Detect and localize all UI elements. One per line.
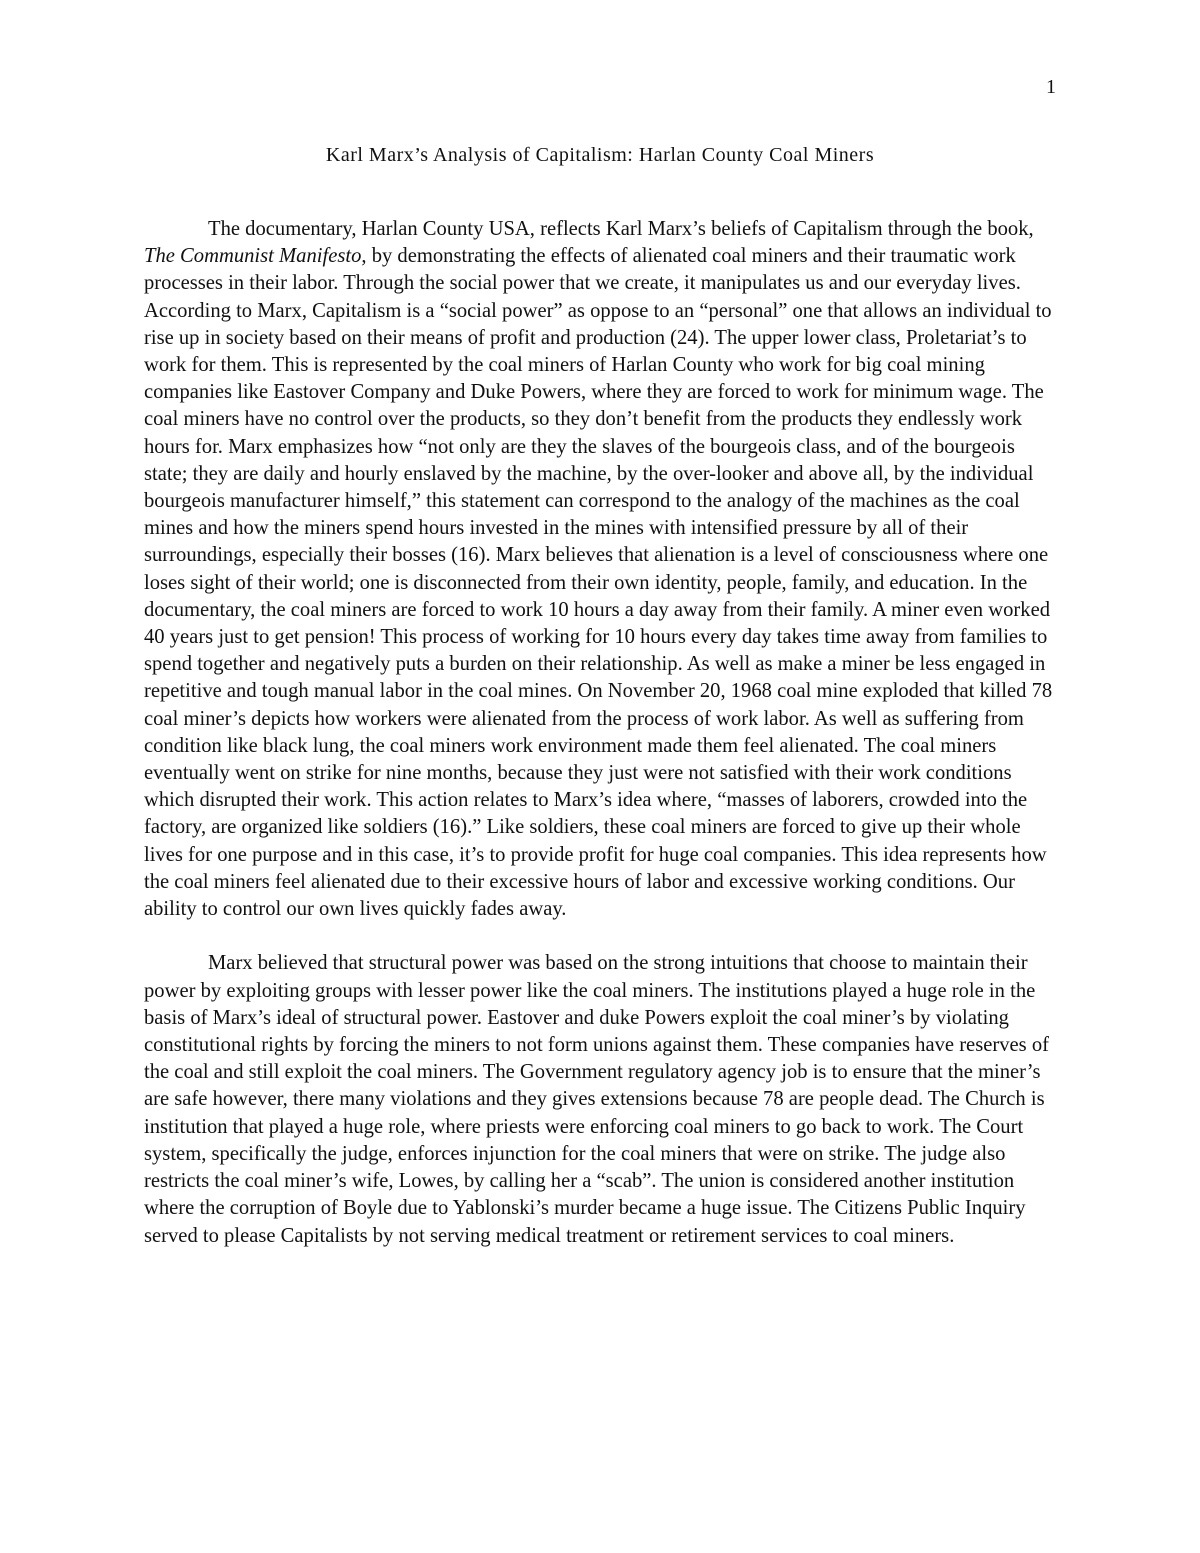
paragraph-2: Marx believed that structural power was based on the strong intuitions that choose to maintain their power by exploiting groups with lesser power like the coal miners. The institutions played a huge role in the basis of Marx’s ideal of structural power. Eastover and duke Powers exploit the coal miner’s by violating constitutional rights by forcing the miners to not form unions against them. These companies have reserves of the coal and still exploit the coal miners. The Government regulatory agency job is to ensure that the miner’s are safe however, there many violations and they gives extensions because 78 are people dead. The Church is institution that played a huge role, where priests were enforcing coal miners to go back to work. The Court system, specifically the judge, enforces injunction for the coal miners that were on strike. The judge also restricts the coal miner’s wife, Lowes, by calling her a “scab”. The union is considered another institution where the corruption of Boyle due to Yablonski’s murder became a huge issue. The Citizens Public Inquiry served to please Capitalists by not serving medical treatment or retirement services to coal miners. — [144, 952, 1049, 1247]
essay-title: Karl Marx’s Analysis of Capitalism: Harlan County Coal Miners — [325, 144, 875, 166]
page-number: 1 — [1046, 76, 1056, 98]
book-title-italic: The Communist Manifesto — [144, 245, 362, 268]
paragraph-1-text-start: The documentary, Harlan County USA, reflects Karl Marx’s beliefs of Capitalism through the book, — [208, 218, 1034, 240]
paragraph-1-text-end: , by demonstrating the effects of alienated coal miners and their traumatic work processes in their labor. Through the social power that we create, it manipulates us and our everyday lives. According to Marx, Capitalism is a “social power” as oppose to an “personal” one that allows an individual to rise up in society based on their means of profit and production (24). The upper lower class, Proletariat’s to work for them. This is represented by the coal miners of Harlan County who work for big coal mining companies like Eastover Company and Duke Powers, where they are forced to work for minimum wage. The coal miners have no control over the products, so they don’t benefit from the products they endlessly work hours for. Marx emphasizes how “not only are they the slaves of the bourgeois class, and of the bourgeois state; they are daily and hourly enslaved by the machine, by the over-looker and above all, by the individual bourgeois manufacturer himself,” this statement can correspond to the analogy of the machines as the coal mines and how the miners spend hours invested in the mines with intensified pressure by all of their surroundings, especially their bosses (16). Marx believes that alienation is a level of consciousness where one loses sight of their world; one is disconnected from their own identity, people, family, and education. In the documentary, the coal miners are forced to work 10 hours a day away from their family. A miner even worked 40 years just to get pension! This process of working for 10 hours every day takes time away from families to spend together and negatively puts a burden on their relationship. As well as make a miner be less engaged in repetitive and tough manual labor in the coal mines. On November 20, 1968 coal mine exploded that killed 78 coal miner’s depicts how workers were alienated from the process of work labor. As well as suffering from condition like black lung, the coal miners work environment made them feel alienated. The coal miners eventually went on strike for nine months, because they just were not satisfied with their work conditions which disrupted their work. This action relates to Marx’s idea where, “masses of laborers, crowded into the factory, are organized like soldiers (16).” Like soldiers, these coal miners are forced to give up their whole lives for one purpose and in this case, it’s to provide profit for huge coal companies. This idea represents how the coal miners feel alienated due to their excessive hours of labor and excessive working conditions. Our ability to control our own lives quickly fades away. — [144, 245, 1053, 921]
paragraph-1 — [144, 216, 1062, 923]
essay-body — [144, 216, 1062, 1277]
